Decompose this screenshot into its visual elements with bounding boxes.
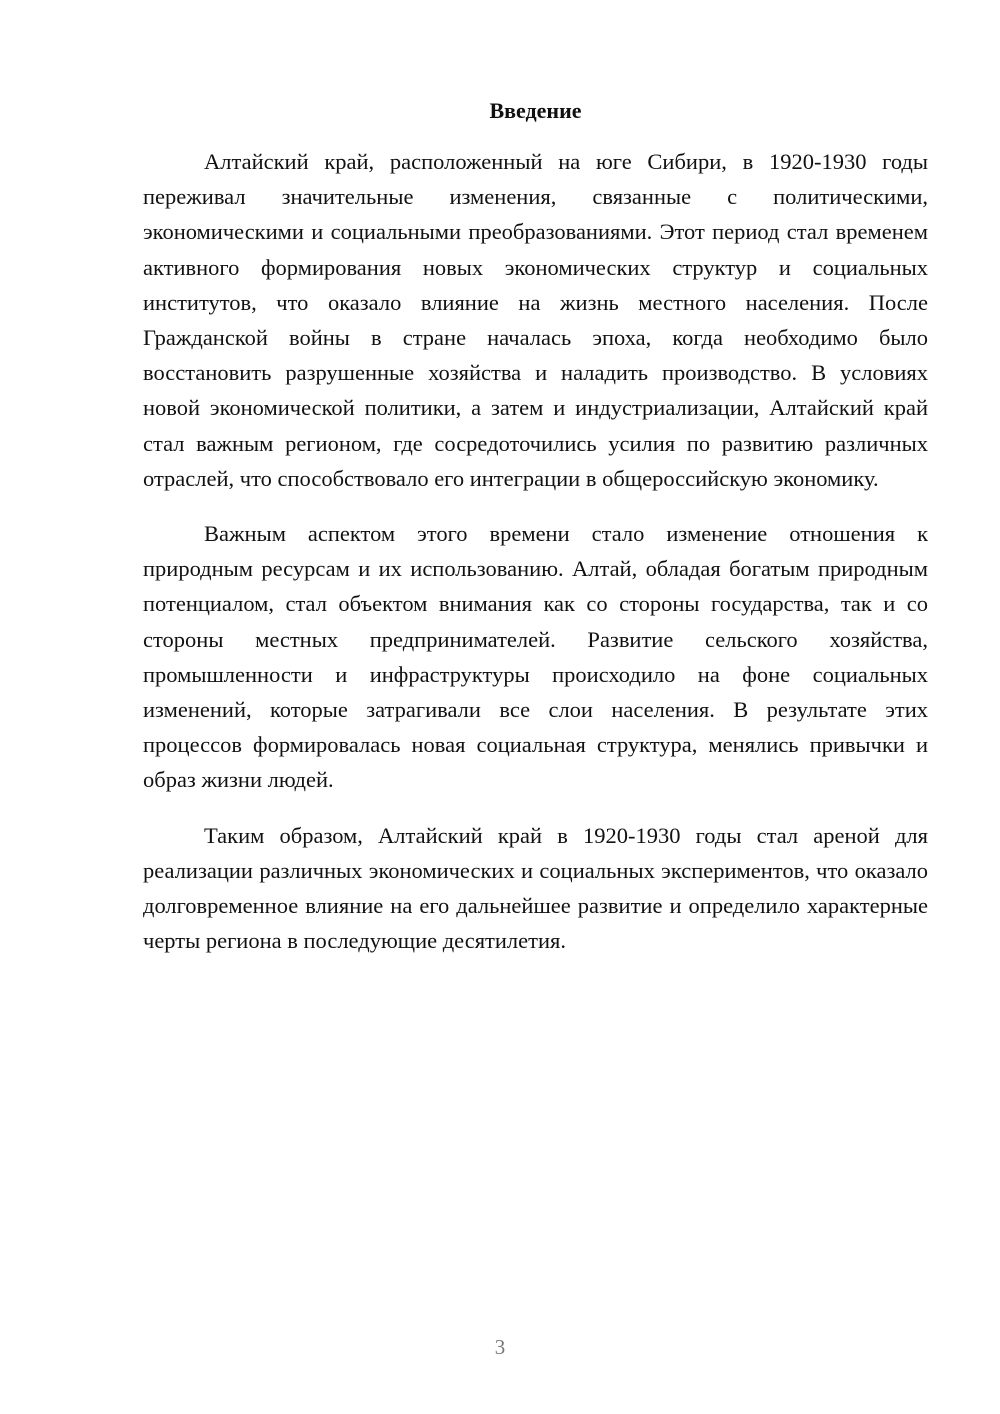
page-number: 3 bbox=[494, 1335, 506, 1359]
paragraph-3: Таким образом, Алтайский край в 1920-1930 годы стал ареной для реализации различных экономических и социальных экспериментов, что оказало долговременное влияние на его дальнейшее развитие и определило характерные черты региона в последующие десятилетия. bbox=[143, 822, 928, 954]
paragraph-2: Важным аспектом этого времени стало изменение отношения к природным ресурсам и их использованию. Алтай, обладая богатым природным потенциалом, стал объектом внимания как со стороны государства, так и со стороны местных предпринимателей. Развитие сельского хозяйства, промышленности и инфраструктуры происходило на фоне социальных изменений, которые затрагивали все слои населения. В результате этих процессов формировалась новая социальная структура, менялись привычки и образ жизни людей. bbox=[143, 521, 928, 793]
paragraph-1: Алтайский край, расположенный на юге Сибири, в 1920-1930 годы переживал значительные изменения, связанные с политическими, экономическими и социальными преобразованиями. Этот период стал временем активного формирования новых экономических структур и социальных институтов, что оказало влияние на жизнь местного населения. После Гражданской войны в стране началась эпоха, когда необходимо было восстановить разрушенные хозяйства и наладить производство. В условиях новой экономической политики, а затем и индустриализации, Алтайский край стал важным регионом, где сосредоточились усилия по развитию различных отраслей, что способствовало его интеграции в общероссийскую экономику. bbox=[143, 149, 928, 491]
document-body bbox=[143, 144, 928, 978]
section-title: Введение bbox=[489, 98, 582, 123]
